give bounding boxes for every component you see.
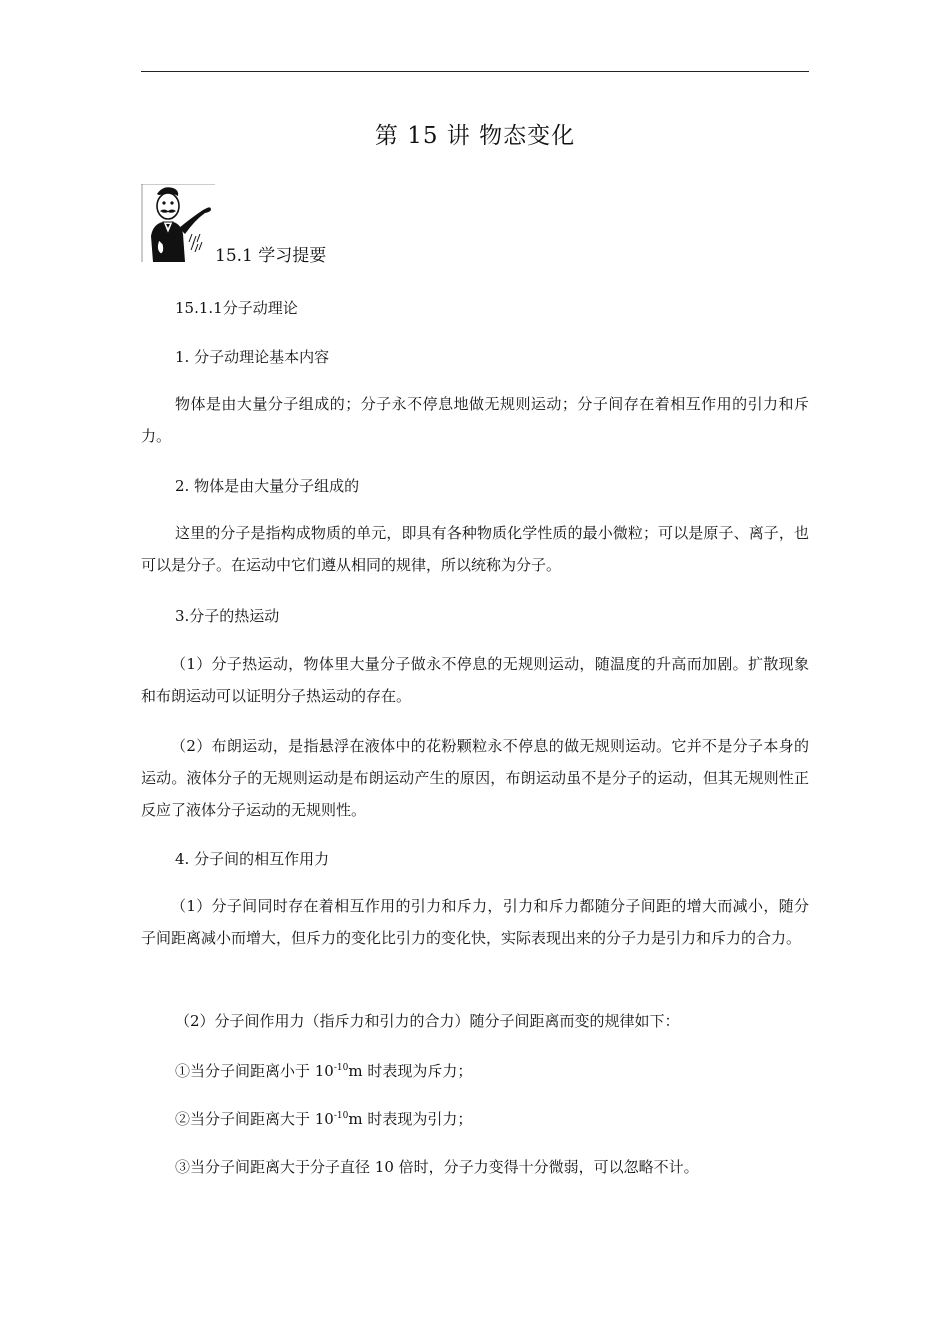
header-rule bbox=[141, 71, 809, 72]
rule-2 bbox=[175, 1108, 472, 1129]
rule-2-text-b: m 时表现为引力； bbox=[348, 1110, 473, 1128]
rule-3: ③当分子间距离大于分子直径 10 倍时，分子力变得十分微弱，可以忽略不计。 bbox=[175, 1158, 699, 1176]
rule-1 bbox=[175, 1060, 472, 1081]
item3-heading: 3.分子的热运动 bbox=[175, 607, 280, 625]
teacher-pointing-icon bbox=[141, 184, 215, 262]
item2-heading: 2. 物体是由大量分子组成的 bbox=[175, 477, 360, 495]
rule-2-exponent: -10 bbox=[333, 1111, 349, 1121]
item1-paragraph: 物体是由大量分子组成的；分子永不停息地做无规则运动；分子间存在着相互作用的引力和斥力。 bbox=[141, 395, 809, 445]
item2-paragraph: 这里的分子是指构成物质的单元，即具有各种物质化学性质的最小微粒；可以是原子、离子，也可以是分子。在运动中它们遵从相同的规律，所以统称为分子。 bbox=[141, 524, 809, 574]
page-title: 第 15 讲 物态变化 bbox=[374, 123, 576, 149]
rule-2-text-a: ②当分子间距离大于 10 bbox=[175, 1110, 334, 1128]
item1-heading: 1. 分子动理论基本内容 bbox=[175, 348, 330, 366]
item3-paragraph-1: （1）分子热运动，物体里大量分子做永不停息的无规则运动，随温度的升高而加剧。扩散现象和布朗运动可以证明分子热运动的存在。 bbox=[141, 655, 809, 705]
subsection-heading: 15.1.1分子动理论 bbox=[175, 299, 298, 317]
rule-1-exponent: -10 bbox=[333, 1063, 349, 1073]
section-heading: 15.1 学习提要 bbox=[215, 246, 327, 266]
item4-paragraph-1: （1）分子间同时存在着相互作用的引力和斥力，引力和斥力都随分子间距的增大而减小，随分子间距离减小而增大，但斥力的变化比引力的变化快，实际表现出来的分子力是引力和斥力的合力。 bbox=[141, 897, 809, 947]
item3-paragraph-2: （2）布朗运动，是指悬浮在液体中的花粉颗粒永不停息的做无规则运动。它并不是分子本身的运动。液体分子的无规则运动是布朗运动产生的原因，布朗运动虽不是分子的运动，但其无规则性正反应了液体分子运动的无规则性。 bbox=[141, 737, 809, 819]
rule-1-text-b: m 时表现为斥力； bbox=[348, 1062, 473, 1080]
item4-heading: 4. 分子间的相互作用力 bbox=[175, 850, 330, 868]
item4-paragraph-2: （2）分子间作用力（指斥力和引力的合力）随分子间距离而变的规律如下： bbox=[175, 1012, 680, 1030]
rule-1-text-a: ①当分子间距离小于 10 bbox=[175, 1062, 334, 1080]
